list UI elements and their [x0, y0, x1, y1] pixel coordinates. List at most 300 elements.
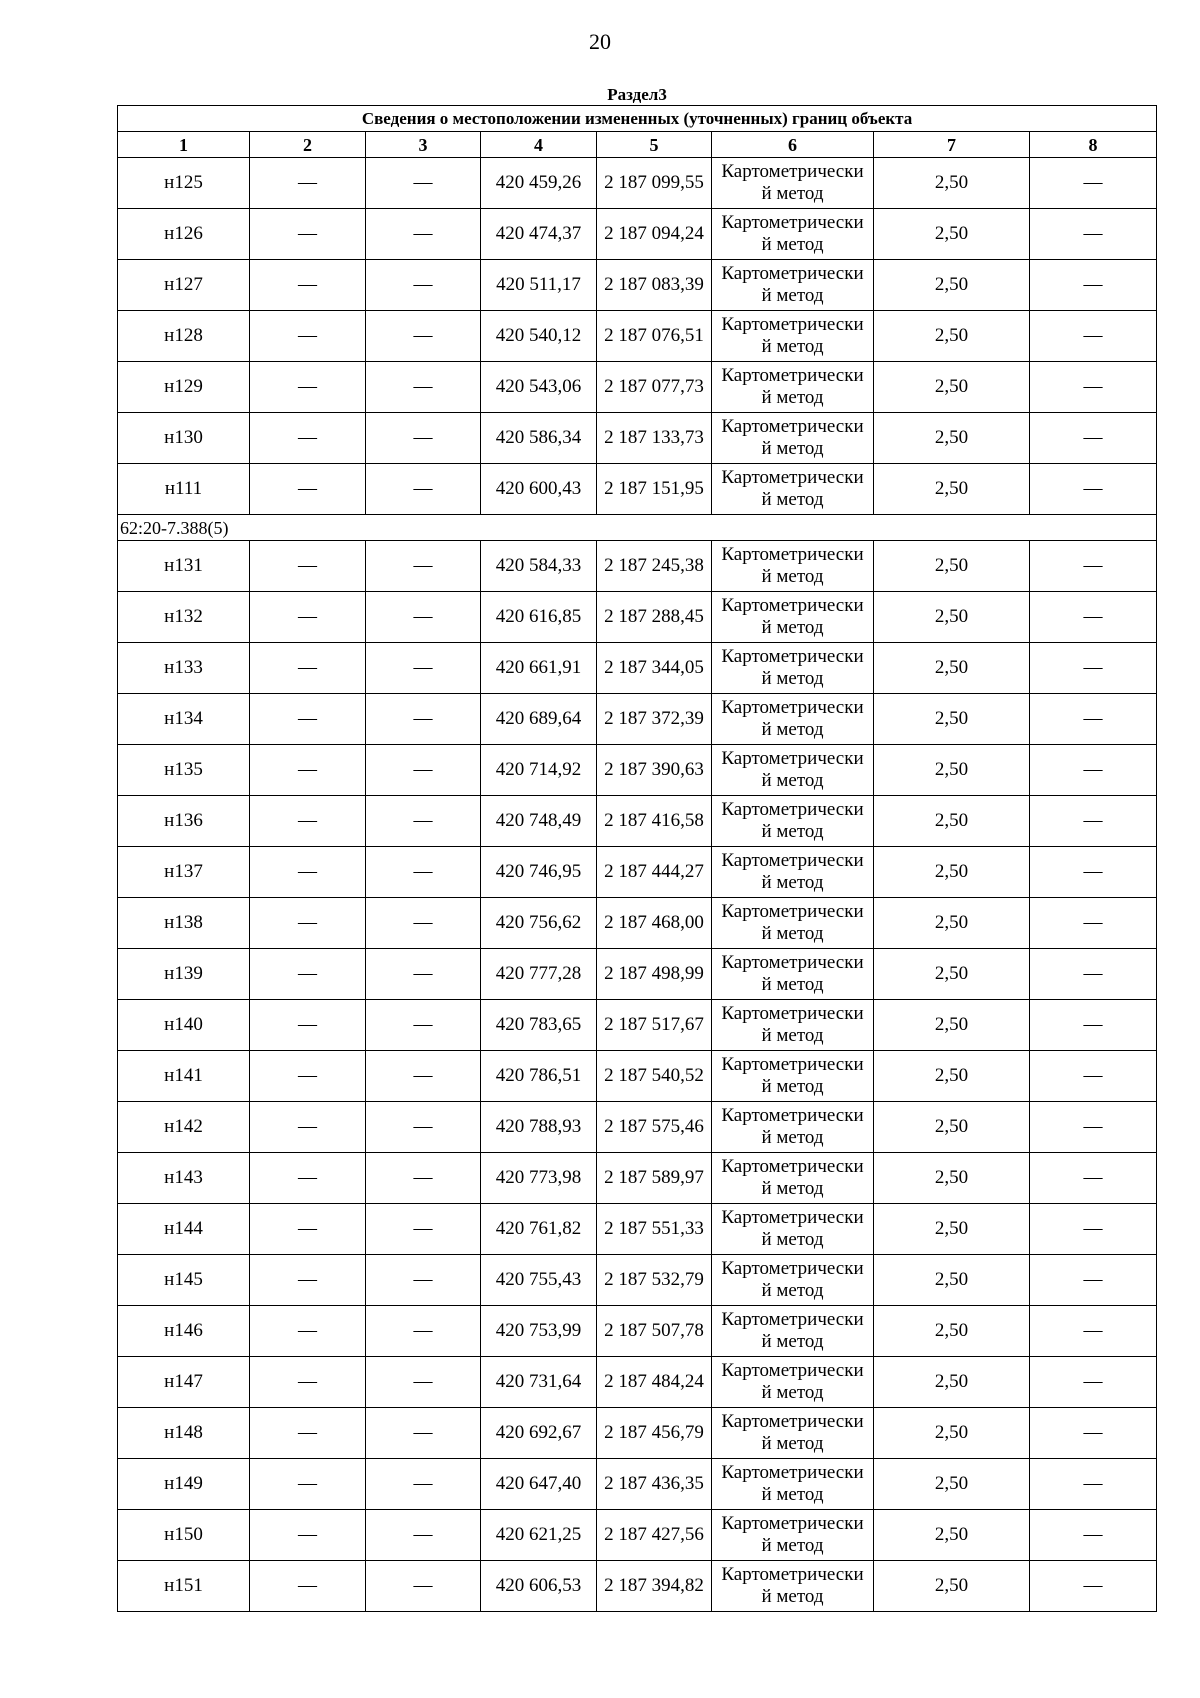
accuracy-cell: 2,50 — [874, 158, 1030, 209]
x-coordinate-cell: 420 600,43 — [481, 464, 597, 515]
point-name-cell: н137 — [118, 847, 250, 898]
x-coordinate-cell: 420 689,64 — [481, 694, 597, 745]
y-coordinate-cell: 2 187 532,79 — [597, 1255, 712, 1306]
point-name-cell: н140 — [118, 1000, 250, 1051]
col2-dash-cell: — — [250, 464, 366, 515]
table-row — [118, 745, 1157, 796]
col2-dash-cell: — — [250, 1306, 366, 1357]
table-row — [118, 898, 1157, 949]
column-header: 2 — [250, 132, 366, 158]
col2-dash-cell: — — [250, 1255, 366, 1306]
method-text-line2: й метод — [761, 821, 824, 842]
x-coordinate-cell: 420 714,92 — [481, 745, 597, 796]
method-cell — [712, 1102, 874, 1153]
point-name-cell: н129 — [118, 362, 250, 413]
method-cell — [712, 745, 874, 796]
table-row — [118, 796, 1157, 847]
method-text-line1: Картометрически — [721, 595, 864, 616]
col8-dash-cell: — — [1030, 260, 1157, 311]
col8-dash-cell: — — [1030, 1153, 1157, 1204]
method-text-line1: Картометрически — [721, 1309, 864, 1330]
method-cell — [712, 311, 874, 362]
col3-dash-cell: — — [366, 745, 481, 796]
accuracy-cell: 2,50 — [874, 311, 1030, 362]
method-text-line1: Картометрически — [721, 416, 864, 437]
col3-dash-cell: — — [366, 694, 481, 745]
table-row — [118, 1408, 1157, 1459]
y-coordinate-cell: 2 187 575,46 — [597, 1102, 712, 1153]
method-text-line1: Картометрически — [721, 646, 864, 667]
method-cell — [712, 541, 874, 592]
y-coordinate-cell: 2 187 094,24 — [597, 209, 712, 260]
col2-dash-cell: — — [250, 847, 366, 898]
col3-dash-cell: — — [366, 1408, 481, 1459]
method-cell — [712, 158, 874, 209]
col3-dash-cell: — — [366, 1102, 481, 1153]
x-coordinate-cell: 420 543,06 — [481, 362, 597, 413]
col2-dash-cell: — — [250, 1408, 366, 1459]
method-text-line2: й метод — [761, 1127, 824, 1148]
col2-dash-cell: — — [250, 209, 366, 260]
point-name-cell: н132 — [118, 592, 250, 643]
table-row — [118, 1255, 1157, 1306]
method-text-line1: Картометрически — [721, 467, 864, 488]
method-text-line2: й метод — [761, 1280, 824, 1301]
point-name-cell: н131 — [118, 541, 250, 592]
method-text-line1: Картометрически — [721, 697, 864, 718]
col3-dash-cell: — — [366, 541, 481, 592]
col3-dash-cell: — — [366, 362, 481, 413]
point-name-cell: н135 — [118, 745, 250, 796]
col8-dash-cell: — — [1030, 694, 1157, 745]
method-cell — [712, 209, 874, 260]
table-caption: Сведения о местоположении измененных (уточненных) границ объекта — [118, 106, 1157, 132]
table-row — [118, 1306, 1157, 1357]
y-coordinate-cell: 2 187 436,35 — [597, 1459, 712, 1510]
point-name-cell: н146 — [118, 1306, 250, 1357]
y-coordinate-cell: 2 187 344,05 — [597, 643, 712, 694]
method-text-line1: Картометрически — [721, 1207, 864, 1228]
accuracy-cell: 2,50 — [874, 643, 1030, 694]
col8-dash-cell: — — [1030, 311, 1157, 362]
col8-dash-cell: — — [1030, 158, 1157, 209]
point-name-cell: н139 — [118, 949, 250, 1000]
y-coordinate-cell: 2 187 133,73 — [597, 413, 712, 464]
method-text-line2: й метод — [761, 974, 824, 995]
accuracy-cell: 2,50 — [874, 1459, 1030, 1510]
col3-dash-cell: — — [366, 1510, 481, 1561]
y-coordinate-cell: 2 187 468,00 — [597, 898, 712, 949]
table-row — [118, 311, 1157, 362]
y-coordinate-cell: 2 187 394,82 — [597, 1561, 712, 1612]
point-name-cell: н130 — [118, 413, 250, 464]
y-coordinate-cell: 2 187 551,33 — [597, 1204, 712, 1255]
x-coordinate-cell: 420 474,37 — [481, 209, 597, 260]
col8-dash-cell: — — [1030, 949, 1157, 1000]
col3-dash-cell: — — [366, 158, 481, 209]
table-row — [118, 413, 1157, 464]
method-text-line1: Картометрически — [721, 799, 864, 820]
col3-dash-cell: — — [366, 1153, 481, 1204]
col8-dash-cell: — — [1030, 1510, 1157, 1561]
page-number: 20 — [589, 29, 611, 54]
y-coordinate-cell: 2 187 540,52 — [597, 1051, 712, 1102]
method-text-line2: й метод — [761, 336, 824, 357]
method-text-line2: й метод — [761, 872, 824, 893]
column-header-row — [118, 132, 1157, 158]
method-cell — [712, 413, 874, 464]
method-cell — [712, 1510, 874, 1561]
y-coordinate-cell: 2 187 077,73 — [597, 362, 712, 413]
col8-dash-cell: — — [1030, 847, 1157, 898]
y-coordinate-cell: 2 187 427,56 — [597, 1510, 712, 1561]
x-coordinate-cell: 420 761,82 — [481, 1204, 597, 1255]
col3-dash-cell: — — [366, 311, 481, 362]
method-text-line1: Картометрически — [721, 1411, 864, 1432]
col2-dash-cell: — — [250, 592, 366, 643]
group-label: 62:20-7.388(5) — [118, 515, 1157, 541]
col8-dash-cell: — — [1030, 1459, 1157, 1510]
method-text-line1: Картометрически — [721, 161, 864, 182]
x-coordinate-cell: 420 756,62 — [481, 898, 597, 949]
col3-dash-cell: — — [366, 949, 481, 1000]
col3-dash-cell: — — [366, 1357, 481, 1408]
method-text-line2: й метод — [761, 668, 824, 689]
method-text-line1: Картометрически — [721, 1360, 864, 1381]
col8-dash-cell: — — [1030, 796, 1157, 847]
point-name-cell: н138 — [118, 898, 250, 949]
col8-dash-cell: — — [1030, 1000, 1157, 1051]
accuracy-cell: 2,50 — [874, 1153, 1030, 1204]
method-text-line2: й метод — [761, 923, 824, 944]
method-cell — [712, 1051, 874, 1102]
y-coordinate-cell: 2 187 390,63 — [597, 745, 712, 796]
col2-dash-cell: — — [250, 796, 366, 847]
method-text-line2: й метод — [761, 1025, 824, 1046]
method-text-line2: й метод — [761, 1331, 824, 1352]
x-coordinate-cell: 420 777,28 — [481, 949, 597, 1000]
column-header: 6 — [712, 132, 874, 158]
x-coordinate-cell: 420 586,34 — [481, 413, 597, 464]
x-coordinate-cell: 420 783,65 — [481, 1000, 597, 1051]
method-text-line2: й метод — [761, 770, 824, 791]
point-name-cell: н149 — [118, 1459, 250, 1510]
y-coordinate-cell: 2 187 288,45 — [597, 592, 712, 643]
column-header: 3 — [366, 132, 481, 158]
col3-dash-cell: — — [366, 1459, 481, 1510]
col8-dash-cell: — — [1030, 898, 1157, 949]
col8-dash-cell: — — [1030, 413, 1157, 464]
method-cell — [712, 1459, 874, 1510]
col2-dash-cell: — — [250, 1510, 366, 1561]
method-cell — [712, 1000, 874, 1051]
accuracy-cell: 2,50 — [874, 1306, 1030, 1357]
column-header: 1 — [118, 132, 250, 158]
col2-dash-cell: — — [250, 949, 366, 1000]
col3-dash-cell: — — [366, 1051, 481, 1102]
col8-dash-cell: — — [1030, 745, 1157, 796]
col3-dash-cell: — — [366, 464, 481, 515]
x-coordinate-cell: 420 540,12 — [481, 311, 597, 362]
col3-dash-cell: — — [366, 643, 481, 694]
method-text-line1: Картометрически — [721, 263, 864, 284]
col2-dash-cell: — — [250, 1000, 366, 1051]
col3-dash-cell: — — [366, 592, 481, 643]
y-coordinate-cell: 2 187 083,39 — [597, 260, 712, 311]
table-row — [118, 158, 1157, 209]
method-cell — [712, 949, 874, 1000]
y-coordinate-cell: 2 187 456,79 — [597, 1408, 712, 1459]
method-text-line1: Картометрически — [721, 365, 864, 386]
col3-dash-cell: — — [366, 1561, 481, 1612]
y-coordinate-cell: 2 187 484,24 — [597, 1357, 712, 1408]
method-cell — [712, 1561, 874, 1612]
col3-dash-cell: — — [366, 209, 481, 260]
accuracy-cell: 2,50 — [874, 541, 1030, 592]
column-header: 8 — [1030, 132, 1157, 158]
point-name-cell: н133 — [118, 643, 250, 694]
point-name-cell: н147 — [118, 1357, 250, 1408]
method-text-line2: й метод — [761, 489, 824, 510]
method-cell — [712, 1357, 874, 1408]
accuracy-cell: 2,50 — [874, 694, 1030, 745]
method-cell — [712, 260, 874, 311]
y-coordinate-cell: 2 187 372,39 — [597, 694, 712, 745]
method-cell — [712, 1255, 874, 1306]
col3-dash-cell: — — [366, 260, 481, 311]
table-row — [118, 362, 1157, 413]
method-text-line1: Картометрически — [721, 1258, 864, 1279]
x-coordinate-cell: 420 786,51 — [481, 1051, 597, 1102]
method-cell — [712, 694, 874, 745]
method-text-line2: й метод — [761, 285, 824, 306]
col8-dash-cell: — — [1030, 1357, 1157, 1408]
col2-dash-cell: — — [250, 260, 366, 311]
table-row — [118, 260, 1157, 311]
col8-dash-cell: — — [1030, 464, 1157, 515]
x-coordinate-cell: 420 584,33 — [481, 541, 597, 592]
table-row — [118, 694, 1157, 745]
col8-dash-cell: — — [1030, 1306, 1157, 1357]
method-text-line2: й метод — [761, 1382, 824, 1403]
col2-dash-cell: — — [250, 541, 366, 592]
method-cell — [712, 1408, 874, 1459]
col8-dash-cell: — — [1030, 362, 1157, 413]
col2-dash-cell: — — [250, 1357, 366, 1408]
method-cell — [712, 1153, 874, 1204]
y-coordinate-cell: 2 187 498,99 — [597, 949, 712, 1000]
point-name-cell: н128 — [118, 311, 250, 362]
method-text-line1: Картометрически — [721, 850, 864, 871]
col8-dash-cell: — — [1030, 643, 1157, 694]
accuracy-cell: 2,50 — [874, 1561, 1030, 1612]
table-row — [118, 1153, 1157, 1204]
col2-dash-cell: — — [250, 362, 366, 413]
method-text-line1: Картометрически — [721, 1054, 864, 1075]
accuracy-cell: 2,50 — [874, 1204, 1030, 1255]
point-name-cell: н126 — [118, 209, 250, 260]
accuracy-cell: 2,50 — [874, 1000, 1030, 1051]
x-coordinate-cell: 420 606,53 — [481, 1561, 597, 1612]
col2-dash-cell: — — [250, 1561, 366, 1612]
method-text-line2: й метод — [761, 387, 824, 408]
method-text-line1: Картометрически — [721, 1513, 864, 1534]
col2-dash-cell: — — [250, 158, 366, 209]
col3-dash-cell: — — [366, 898, 481, 949]
col3-dash-cell: — — [366, 1000, 481, 1051]
point-name-cell: н142 — [118, 1102, 250, 1153]
table-row — [118, 847, 1157, 898]
x-coordinate-cell: 420 647,40 — [481, 1459, 597, 1510]
table-row — [118, 1204, 1157, 1255]
accuracy-cell: 2,50 — [874, 592, 1030, 643]
col3-dash-cell: — — [366, 847, 481, 898]
accuracy-cell: 2,50 — [874, 464, 1030, 515]
section-title-row — [118, 79, 1157, 106]
method-text-line2: й метод — [761, 183, 824, 204]
method-text-line2: й метод — [761, 1586, 824, 1607]
accuracy-cell: 2,50 — [874, 362, 1030, 413]
x-coordinate-cell: 420 753,99 — [481, 1306, 597, 1357]
point-name-cell: н136 — [118, 796, 250, 847]
x-coordinate-cell: 420 731,64 — [481, 1357, 597, 1408]
col3-dash-cell: — — [366, 1255, 481, 1306]
method-cell — [712, 898, 874, 949]
table-row — [118, 1102, 1157, 1153]
method-text-line2: й метод — [761, 1229, 824, 1250]
col2-dash-cell: — — [250, 1102, 366, 1153]
accuracy-cell: 2,50 — [874, 898, 1030, 949]
col2-dash-cell: — — [250, 745, 366, 796]
method-text-line1: Картометрически — [721, 901, 864, 922]
x-coordinate-cell: 420 661,91 — [481, 643, 597, 694]
accuracy-cell: 2,50 — [874, 745, 1030, 796]
col3-dash-cell: — — [366, 1306, 481, 1357]
method-text-line1: Картометрически — [721, 544, 864, 565]
col8-dash-cell: — — [1030, 1561, 1157, 1612]
y-coordinate-cell: 2 187 099,55 — [597, 158, 712, 209]
point-name-cell: н143 — [118, 1153, 250, 1204]
col3-dash-cell: — — [366, 796, 481, 847]
x-coordinate-cell: 420 788,93 — [481, 1102, 597, 1153]
point-name-cell: н134 — [118, 694, 250, 745]
method-text-line2: й метод — [761, 1433, 824, 1454]
x-coordinate-cell: 420 746,95 — [481, 847, 597, 898]
accuracy-cell: 2,50 — [874, 847, 1030, 898]
x-coordinate-cell: 420 773,98 — [481, 1153, 597, 1204]
method-text-line2: й метод — [761, 566, 824, 587]
col2-dash-cell: — — [250, 898, 366, 949]
group-label-row — [118, 515, 1157, 541]
table-row — [118, 541, 1157, 592]
method-cell — [712, 362, 874, 413]
accuracy-cell: 2,50 — [874, 1255, 1030, 1306]
table-row — [118, 949, 1157, 1000]
accuracy-cell: 2,50 — [874, 1102, 1030, 1153]
method-text-line1: Картометрически — [721, 1462, 864, 1483]
method-text-line1: Картометрически — [721, 212, 864, 233]
y-coordinate-cell: 2 187 589,97 — [597, 1153, 712, 1204]
table-caption-row — [118, 106, 1157, 132]
y-coordinate-cell: 2 187 245,38 — [597, 541, 712, 592]
col3-dash-cell: — — [366, 1204, 481, 1255]
table-row — [118, 1051, 1157, 1102]
method-text-line2: й метод — [761, 617, 824, 638]
accuracy-cell: 2,50 — [874, 413, 1030, 464]
method-cell — [712, 464, 874, 515]
col8-dash-cell: — — [1030, 1102, 1157, 1153]
x-coordinate-cell: 420 511,17 — [481, 260, 597, 311]
table-row — [118, 1561, 1157, 1612]
point-name-cell: н144 — [118, 1204, 250, 1255]
x-coordinate-cell: 420 692,67 — [481, 1408, 597, 1459]
method-cell — [712, 643, 874, 694]
accuracy-cell: 2,50 — [874, 209, 1030, 260]
y-coordinate-cell: 2 187 416,58 — [597, 796, 712, 847]
accuracy-cell: 2,50 — [874, 260, 1030, 311]
accuracy-cell: 2,50 — [874, 1408, 1030, 1459]
method-text-line1: Картометрически — [721, 748, 864, 769]
accuracy-cell: 2,50 — [874, 1051, 1030, 1102]
accuracy-cell: 2,50 — [874, 1357, 1030, 1408]
point-name-cell: н125 — [118, 158, 250, 209]
method-cell — [712, 1306, 874, 1357]
y-coordinate-cell: 2 187 151,95 — [597, 464, 712, 515]
accuracy-cell: 2,50 — [874, 1510, 1030, 1561]
column-header: 7 — [874, 132, 1030, 158]
x-coordinate-cell: 420 459,26 — [481, 158, 597, 209]
point-name-cell: н148 — [118, 1408, 250, 1459]
col2-dash-cell: — — [250, 1459, 366, 1510]
col2-dash-cell: — — [250, 1204, 366, 1255]
method-text-line2: й метод — [761, 234, 824, 255]
method-text-line1: Картометрически — [721, 314, 864, 335]
method-cell — [712, 592, 874, 643]
x-coordinate-cell: 420 621,25 — [481, 1510, 597, 1561]
method-text-line1: Картометрически — [721, 1564, 864, 1585]
y-coordinate-cell: 2 187 517,67 — [597, 1000, 712, 1051]
table-row — [118, 1000, 1157, 1051]
table-row — [118, 1357, 1157, 1408]
point-name-cell: н127 — [118, 260, 250, 311]
col2-dash-cell: — — [250, 1051, 366, 1102]
y-coordinate-cell: 2 187 507,78 — [597, 1306, 712, 1357]
y-coordinate-cell: 2 187 444,27 — [597, 847, 712, 898]
col2-dash-cell: — — [250, 413, 366, 464]
method-text-line2: й метод — [761, 1535, 824, 1556]
boundary-table — [117, 79, 1157, 1612]
col2-dash-cell: — — [250, 311, 366, 362]
table-row — [118, 592, 1157, 643]
col8-dash-cell: — — [1030, 209, 1157, 260]
column-header: 5 — [597, 132, 712, 158]
col8-dash-cell: — — [1030, 1255, 1157, 1306]
accuracy-cell: 2,50 — [874, 949, 1030, 1000]
table-row — [118, 209, 1157, 260]
method-text-line2: й метод — [761, 719, 824, 740]
section-title: Раздел3 — [607, 85, 667, 104]
col8-dash-cell: — — [1030, 1204, 1157, 1255]
point-name-cell: н151 — [118, 1561, 250, 1612]
x-coordinate-cell: 420 755,43 — [481, 1255, 597, 1306]
col2-dash-cell: — — [250, 1153, 366, 1204]
accuracy-cell: 2,50 — [874, 796, 1030, 847]
point-name-cell: н150 — [118, 1510, 250, 1561]
table-row — [118, 1510, 1157, 1561]
table-row — [118, 1459, 1157, 1510]
col2-dash-cell: — — [250, 694, 366, 745]
col3-dash-cell: — — [366, 413, 481, 464]
